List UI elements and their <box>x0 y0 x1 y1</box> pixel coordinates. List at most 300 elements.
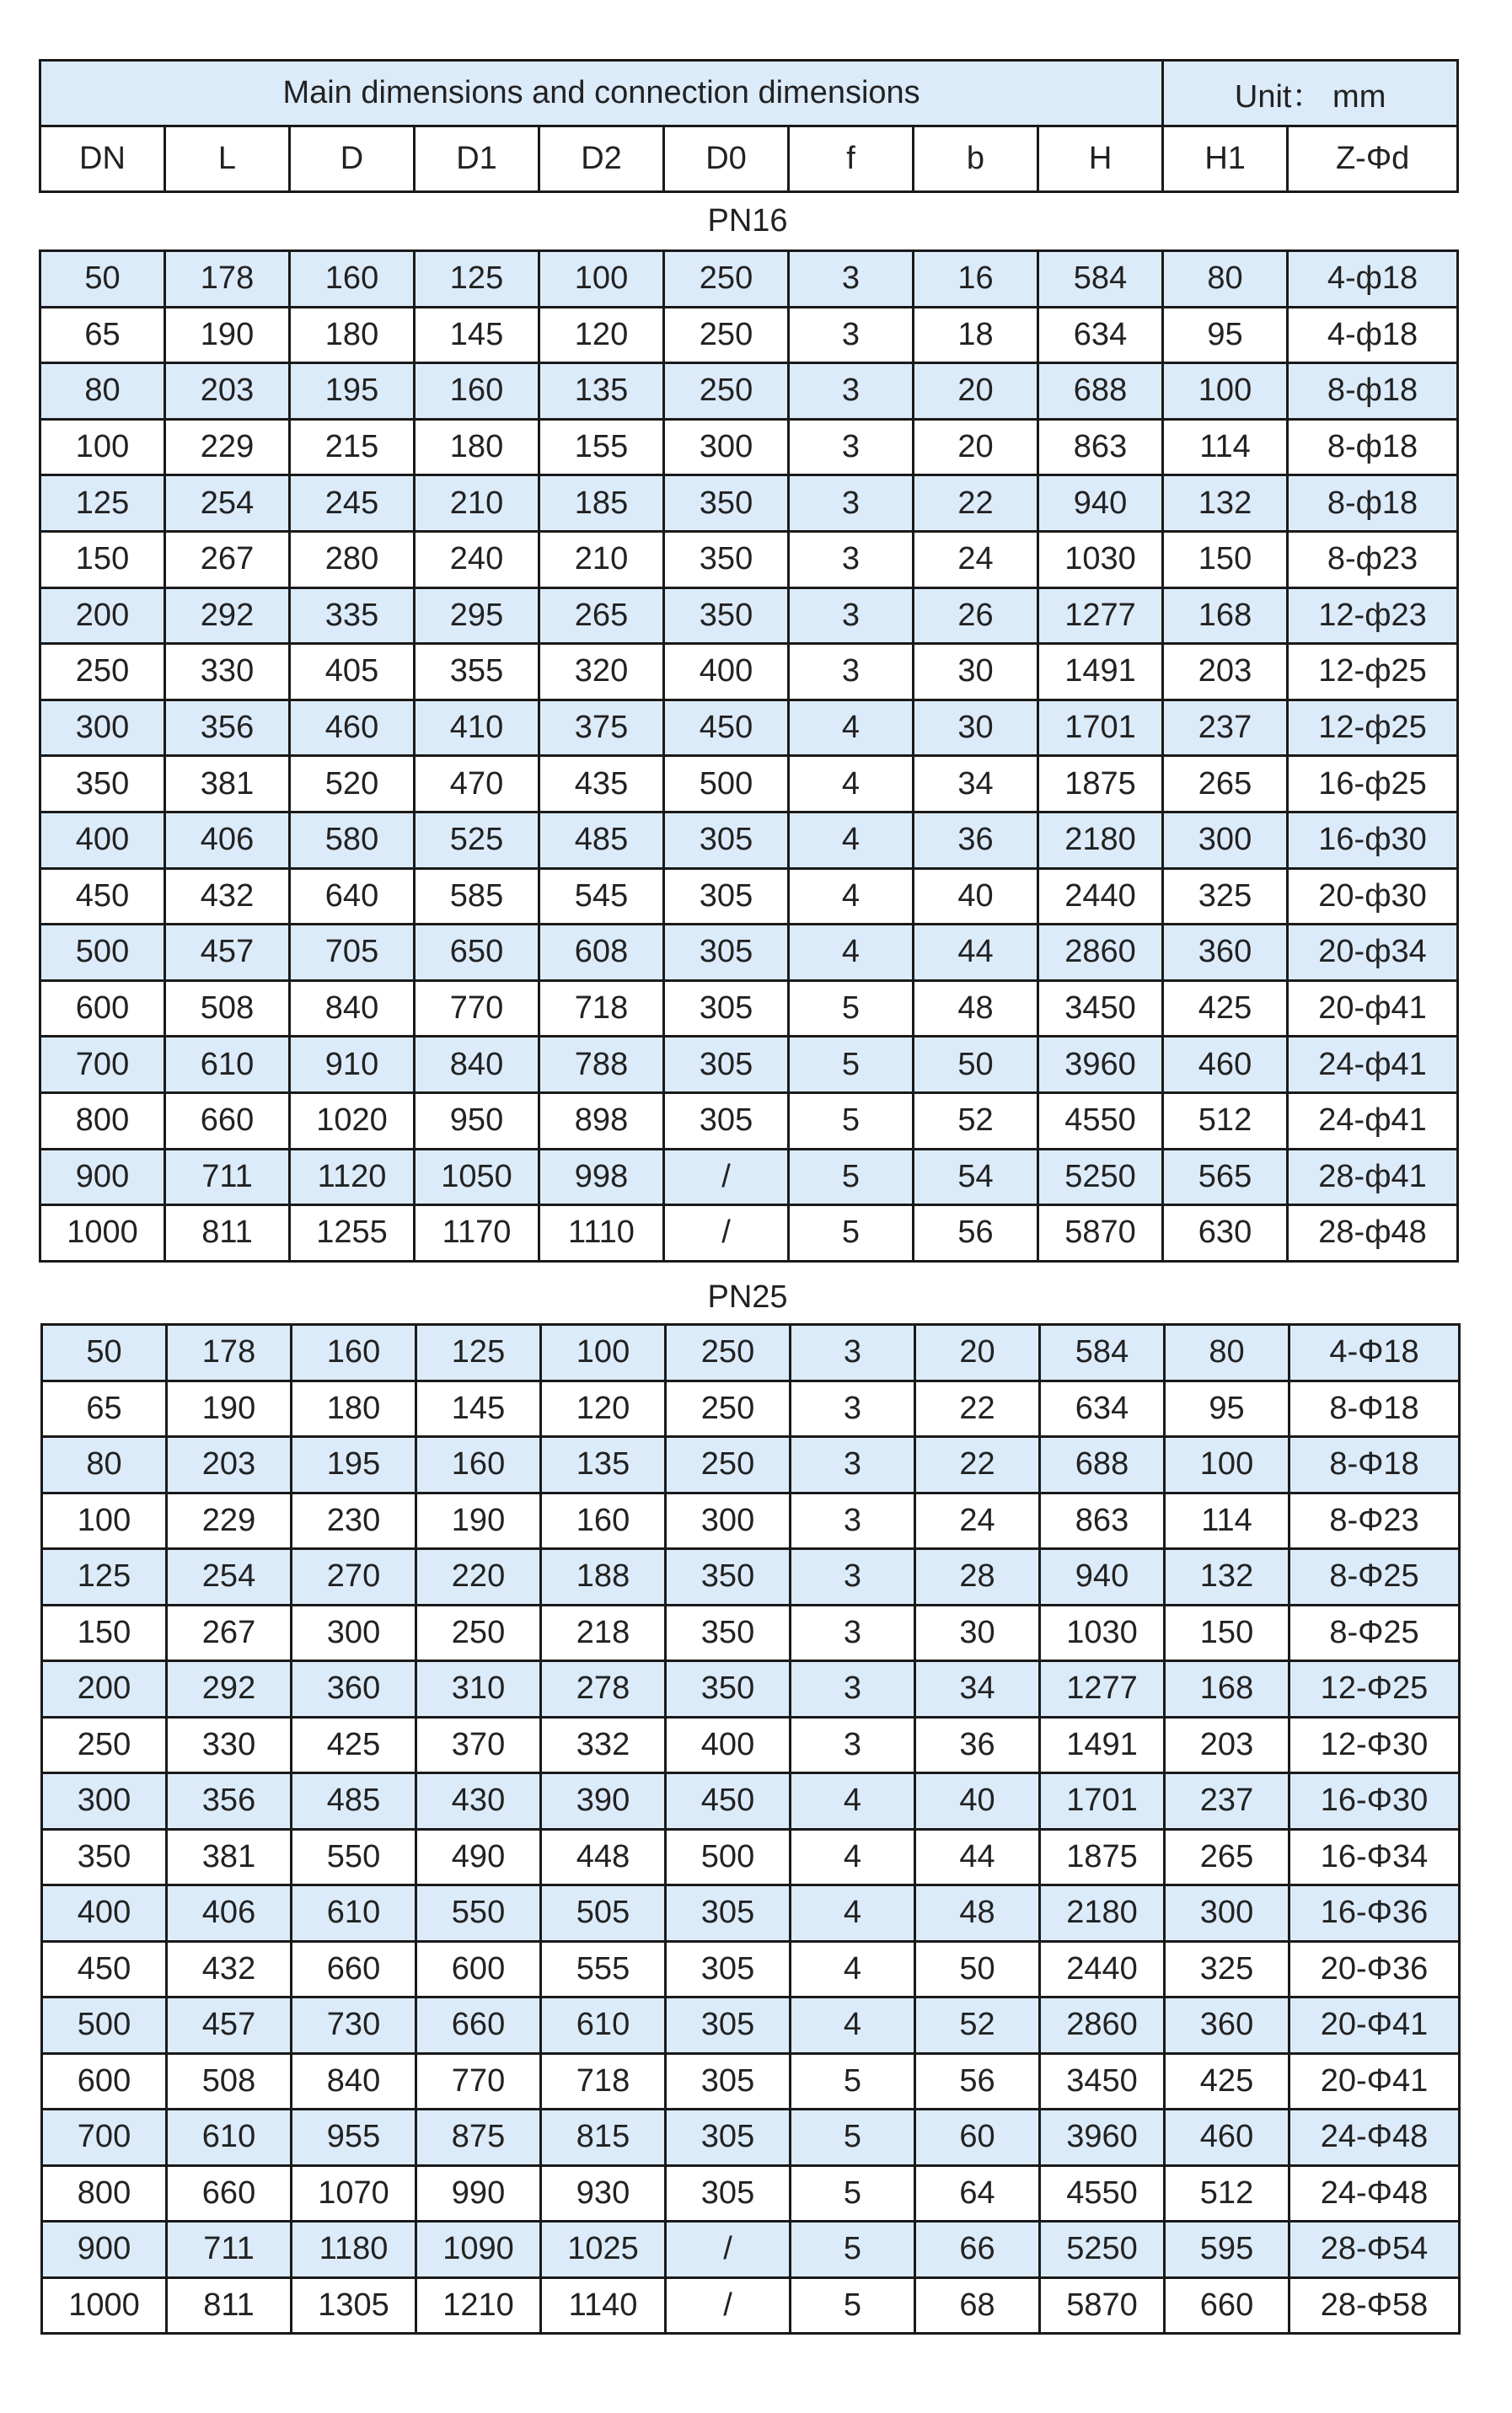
cell-h: 688 <box>1038 363 1163 420</box>
cell-h: 5870 <box>1038 1205 1163 1262</box>
cell-h1: 265 <box>1165 1829 1289 1885</box>
cell-d2: 448 <box>541 1829 666 1885</box>
cell-d1: 1090 <box>416 2222 541 2278</box>
cell-h: 3450 <box>1040 2053 1165 2110</box>
cell-d2: 930 <box>541 2165 666 2222</box>
cell-l: 190 <box>165 307 290 363</box>
table-row <box>40 925 1458 981</box>
column-header-row <box>40 126 1458 192</box>
cell-h1: 100 <box>1163 363 1288 420</box>
cell-f: 4 <box>789 756 914 812</box>
cell-b: 28 <box>915 1549 1040 1606</box>
cell-z-phi-d: 8-ф18 <box>1288 419 1458 475</box>
cell-d2: 375 <box>539 700 664 756</box>
cell-h1: 80 <box>1165 1325 1289 1381</box>
table-row <box>42 1437 1460 1493</box>
cell-d0: 350 <box>666 1605 791 1661</box>
table-row <box>40 1149 1458 1205</box>
cell-b: 36 <box>914 812 1038 868</box>
cell-dn: 900 <box>42 2222 167 2278</box>
cell-d0: 450 <box>666 1773 791 1830</box>
pn16-table <box>39 249 1459 1263</box>
cell-d1: 525 <box>415 812 539 868</box>
cell-f: 5 <box>791 2165 915 2222</box>
cell-d0: / <box>664 1205 789 1262</box>
cell-h: 1701 <box>1040 1773 1165 1830</box>
cell-d2: 1140 <box>541 2277 666 2334</box>
cell-d1: 125 <box>415 251 539 308</box>
cell-b: 30 <box>914 700 1038 756</box>
cell-l: 457 <box>165 925 290 981</box>
cell-f: 3 <box>789 644 914 700</box>
cell-dn: 200 <box>40 587 165 644</box>
cell-d: 955 <box>292 2110 416 2166</box>
cell-h1: 237 <box>1163 700 1288 756</box>
cell-dn: 350 <box>42 1829 167 1885</box>
cell-h1: 595 <box>1165 2222 1289 2278</box>
cell-b: 40 <box>914 868 1038 925</box>
cell-d0: 250 <box>664 251 789 308</box>
table-row <box>40 700 1458 756</box>
cell-f: 3 <box>791 1661 915 1718</box>
cell-l: 178 <box>165 251 290 308</box>
cell-h: 1491 <box>1038 644 1163 700</box>
cell-d0: 250 <box>666 1437 791 1493</box>
cell-f: 3 <box>791 1381 915 1437</box>
cell-d2: 1110 <box>539 1205 664 1262</box>
table-row <box>40 475 1458 532</box>
cell-b: 68 <box>915 2277 1040 2334</box>
cell-l: 178 <box>167 1325 292 1381</box>
cell-b: 20 <box>914 419 1038 475</box>
cell-h1: 150 <box>1163 531 1288 587</box>
cell-z-phi-d: 4-ф18 <box>1288 307 1458 363</box>
cell-l: 190 <box>167 1381 292 1437</box>
cell-b: 16 <box>914 251 1038 308</box>
cell-dn: 150 <box>42 1605 167 1661</box>
cell-d2: 320 <box>539 644 664 700</box>
cell-d: 550 <box>292 1829 416 1885</box>
cell-h1: 100 <box>1165 1437 1289 1493</box>
cell-d1: 220 <box>416 1549 541 1606</box>
cell-d: 270 <box>292 1549 416 1606</box>
cell-d: 180 <box>292 1381 416 1437</box>
cell-l: 267 <box>167 1605 292 1661</box>
cell-h1: 630 <box>1163 1205 1288 1262</box>
cell-z-phi-d: 24-ф41 <box>1288 1092 1458 1149</box>
cell-d1: 840 <box>415 1037 539 1093</box>
cell-h1: 460 <box>1165 2110 1289 2166</box>
cell-z-phi-d: 12-Φ30 <box>1289 1717 1460 1773</box>
cell-d0: / <box>666 2222 791 2278</box>
cell-z-phi-d: 16-Φ34 <box>1289 1829 1460 1885</box>
cell-d2: 555 <box>541 1941 666 1997</box>
cell-b: 50 <box>914 1037 1038 1093</box>
cell-h1: 425 <box>1163 980 1288 1037</box>
table-row <box>40 756 1458 812</box>
cell-b: 56 <box>914 1205 1038 1262</box>
cell-d: 1180 <box>292 2222 416 2278</box>
cell-b: 54 <box>914 1149 1038 1205</box>
cell-z-phi-d: 8-Φ18 <box>1289 1381 1460 1437</box>
cell-f: 3 <box>789 251 914 308</box>
cell-d1: 310 <box>416 1661 541 1718</box>
cell-d: 730 <box>292 1997 416 2054</box>
table-row <box>40 644 1458 700</box>
cell-b: 48 <box>914 980 1038 1037</box>
cell-d2: 100 <box>539 251 664 308</box>
cell-d1: 240 <box>415 531 539 587</box>
cell-d: 640 <box>290 868 415 925</box>
cell-h1: 300 <box>1165 1885 1289 1942</box>
cell-d2: 610 <box>541 1997 666 2054</box>
cell-d1: 1210 <box>416 2277 541 2334</box>
cell-h: 863 <box>1038 419 1163 475</box>
table-row <box>42 1717 1460 1773</box>
cell-dn: 125 <box>42 1549 167 1606</box>
cell-f: 3 <box>789 587 914 644</box>
cell-dn: 400 <box>40 812 165 868</box>
table-row <box>42 1997 1460 2054</box>
cell-dn: 500 <box>40 925 165 981</box>
cell-f: 3 <box>791 1437 915 1493</box>
cell-d1: 250 <box>416 1605 541 1661</box>
cell-d0: 350 <box>664 587 789 644</box>
column-header-f: f <box>789 126 914 192</box>
cell-b: 22 <box>915 1381 1040 1437</box>
cell-d2: 1025 <box>541 2222 666 2278</box>
cell-h: 940 <box>1040 1549 1165 1606</box>
cell-h: 2440 <box>1038 868 1163 925</box>
cell-d: 215 <box>290 419 415 475</box>
column-header-d: D <box>290 126 415 192</box>
cell-d0: 250 <box>666 1325 791 1381</box>
cell-h: 3960 <box>1040 2110 1165 2166</box>
cell-d1: 875 <box>416 2110 541 2166</box>
cell-f: 5 <box>791 2222 915 2278</box>
cell-d1: 160 <box>416 1437 541 1493</box>
cell-h1: 425 <box>1165 2053 1289 2110</box>
cell-d1: 190 <box>416 1493 541 1549</box>
cell-f: 3 <box>791 1605 915 1661</box>
cell-d: 300 <box>292 1605 416 1661</box>
cell-d: 1305 <box>292 2277 416 2334</box>
cell-dn: 80 <box>40 363 165 420</box>
cell-z-phi-d: 8-Φ25 <box>1289 1549 1460 1606</box>
cell-z-phi-d: 12-ф25 <box>1288 700 1458 756</box>
cell-d2: 608 <box>539 925 664 981</box>
cell-d: 360 <box>292 1661 416 1718</box>
cell-h1: 168 <box>1165 1661 1289 1718</box>
cell-d1: 145 <box>415 307 539 363</box>
cell-z-phi-d: 20-Φ36 <box>1289 1941 1460 1997</box>
cell-d2: 218 <box>541 1605 666 1661</box>
cell-z-phi-d: 28-ф41 <box>1288 1149 1458 1205</box>
table-row <box>40 363 1458 420</box>
cell-h: 3450 <box>1038 980 1163 1037</box>
cell-l: 711 <box>165 1149 290 1205</box>
cell-z-phi-d: 20-ф30 <box>1288 868 1458 925</box>
table-row <box>42 1605 1460 1661</box>
cell-b: 24 <box>914 531 1038 587</box>
cell-d0: 305 <box>664 1092 789 1149</box>
cell-h1: 460 <box>1163 1037 1288 1093</box>
cell-l: 203 <box>167 1437 292 1493</box>
cell-h1: 325 <box>1163 868 1288 925</box>
cell-l: 508 <box>165 980 290 1037</box>
cell-d2: 210 <box>539 531 664 587</box>
cell-f: 3 <box>789 419 914 475</box>
cell-d2: 155 <box>539 419 664 475</box>
cell-d1: 770 <box>415 980 539 1037</box>
cell-l: 254 <box>165 475 290 532</box>
cell-h: 2860 <box>1040 1997 1165 2054</box>
cell-z-phi-d: 16-Φ30 <box>1289 1773 1460 1830</box>
cell-l: 432 <box>167 1941 292 1997</box>
cell-f: 4 <box>791 1941 915 1997</box>
cell-d0: 250 <box>664 307 789 363</box>
cell-z-phi-d: 28-Φ58 <box>1289 2277 1460 2334</box>
cell-d: 425 <box>292 1717 416 1773</box>
cell-f: 3 <box>791 1549 915 1606</box>
cell-z-phi-d: 8-Φ18 <box>1289 1437 1460 1493</box>
cell-h1: 150 <box>1165 1605 1289 1661</box>
column-header-d0: D0 <box>664 126 789 192</box>
cell-dn: 100 <box>40 419 165 475</box>
cell-d0: 250 <box>664 363 789 420</box>
cell-b: 30 <box>915 1605 1040 1661</box>
table-row <box>42 2110 1460 2166</box>
cell-d2: 815 <box>541 2110 666 2166</box>
cell-d2: 505 <box>541 1885 666 1942</box>
cell-b: 66 <box>915 2222 1040 2278</box>
cell-d0: 450 <box>664 700 789 756</box>
cell-l: 356 <box>165 700 290 756</box>
cell-f: 4 <box>789 700 914 756</box>
table-row <box>42 1381 1460 1437</box>
cell-f: 4 <box>791 1829 915 1885</box>
cell-d0: 305 <box>666 1941 791 1997</box>
cell-d: 910 <box>290 1037 415 1093</box>
cell-h: 4550 <box>1040 2165 1165 2222</box>
cell-d: 160 <box>292 1325 416 1381</box>
cell-h: 1277 <box>1038 587 1163 644</box>
table-row <box>42 2222 1460 2278</box>
cell-b: 30 <box>914 644 1038 700</box>
cell-d0: 305 <box>666 1885 791 1942</box>
cell-d1: 660 <box>416 1997 541 2054</box>
cell-d1: 160 <box>415 363 539 420</box>
cell-dn: 600 <box>40 980 165 1037</box>
cell-l: 660 <box>167 2165 292 2222</box>
cell-d0: 305 <box>666 2110 791 2166</box>
table-row <box>42 2165 1460 2222</box>
cell-h1: 203 <box>1165 1717 1289 1773</box>
cell-h: 1875 <box>1040 1829 1165 1885</box>
cell-z-phi-d: 12-ф23 <box>1288 587 1458 644</box>
cell-h1: 325 <box>1165 1941 1289 1997</box>
cell-d: 280 <box>290 531 415 587</box>
table-row <box>40 587 1458 644</box>
cell-z-phi-d: 8-Φ23 <box>1289 1493 1460 1549</box>
cell-z-phi-d: 4-Φ18 <box>1289 1325 1460 1381</box>
cell-d2: 898 <box>539 1092 664 1149</box>
cell-b: 20 <box>915 1325 1040 1381</box>
cell-b: 26 <box>914 587 1038 644</box>
cell-b: 60 <box>915 2110 1040 2166</box>
cell-d0: 350 <box>664 475 789 532</box>
cell-l: 508 <box>167 2053 292 2110</box>
cell-z-phi-d: 16-Φ36 <box>1289 1885 1460 1942</box>
cell-d2: 160 <box>541 1493 666 1549</box>
cell-f: 5 <box>789 1092 914 1149</box>
cell-d: 705 <box>290 925 415 981</box>
cell-h: 2440 <box>1040 1941 1165 1997</box>
cell-h: 688 <box>1040 1437 1165 1493</box>
cell-d0: 300 <box>666 1493 791 1549</box>
cell-h: 1030 <box>1038 531 1163 587</box>
cell-d: 405 <box>290 644 415 700</box>
cell-d0: 305 <box>666 2165 791 2222</box>
cell-l: 432 <box>165 868 290 925</box>
cell-d1: 585 <box>415 868 539 925</box>
cell-l: 406 <box>167 1885 292 1942</box>
cell-d: 1255 <box>290 1205 415 1262</box>
cell-h: 5870 <box>1040 2277 1165 2334</box>
cell-d2: 485 <box>539 812 664 868</box>
cell-b: 18 <box>914 307 1038 363</box>
cell-h: 1030 <box>1040 1605 1165 1661</box>
cell-d1: 550 <box>416 1885 541 1942</box>
cell-dn: 200 <box>42 1661 167 1718</box>
cell-d2: 788 <box>539 1037 664 1093</box>
cell-b: 20 <box>914 363 1038 420</box>
cell-d: 335 <box>290 587 415 644</box>
cell-b: 50 <box>915 1941 1040 1997</box>
cell-z-phi-d: 12-ф25 <box>1288 644 1458 700</box>
column-header-h: H <box>1038 126 1163 192</box>
cell-f: 5 <box>789 1149 914 1205</box>
cell-l: 811 <box>167 2277 292 2334</box>
cell-d: 1120 <box>290 1149 415 1205</box>
cell-h: 1875 <box>1038 756 1163 812</box>
cell-dn: 700 <box>40 1037 165 1093</box>
cell-h1: 660 <box>1165 2277 1289 2334</box>
cell-b: 64 <box>915 2165 1040 2222</box>
cell-d0: 250 <box>666 1381 791 1437</box>
cell-dn: 800 <box>42 2165 167 2222</box>
cell-d2: 188 <box>541 1549 666 1606</box>
table-row <box>42 2277 1460 2334</box>
cell-z-phi-d: 20-Φ41 <box>1289 1997 1460 2054</box>
cell-d1: 370 <box>416 1717 541 1773</box>
cell-dn: 600 <box>42 2053 167 2110</box>
table-row <box>42 1941 1460 1997</box>
cell-b: 52 <box>914 1092 1038 1149</box>
cell-f: 5 <box>791 2053 915 2110</box>
cell-z-phi-d: 24-Φ48 <box>1289 2110 1460 2166</box>
cell-dn: 300 <box>40 700 165 756</box>
table-row <box>42 1493 1460 1549</box>
cell-l: 811 <box>165 1205 290 1262</box>
table-row <box>40 868 1458 925</box>
cell-l: 203 <box>165 363 290 420</box>
cell-h: 1277 <box>1040 1661 1165 1718</box>
cell-f: 5 <box>791 2110 915 2166</box>
cell-h1: 80 <box>1163 251 1288 308</box>
cell-l: 457 <box>167 1997 292 2054</box>
cell-d: 485 <box>292 1773 416 1830</box>
cell-d1: 1170 <box>415 1205 539 1262</box>
table-row <box>42 1325 1460 1381</box>
cell-d1: 430 <box>416 1773 541 1830</box>
cell-d0: 400 <box>666 1717 791 1773</box>
cell-dn: 50 <box>40 251 165 308</box>
cell-f: 3 <box>791 1493 915 1549</box>
table-row <box>42 1829 1460 1885</box>
cell-d0: / <box>664 1149 789 1205</box>
cell-d: 195 <box>292 1437 416 1493</box>
cell-h: 863 <box>1040 1493 1165 1549</box>
table-row <box>42 1773 1460 1830</box>
cell-f: 3 <box>791 1717 915 1773</box>
cell-dn: 800 <box>40 1092 165 1149</box>
cell-h: 584 <box>1040 1325 1165 1381</box>
cell-b: 56 <box>915 2053 1040 2110</box>
cell-b: 34 <box>915 1661 1040 1718</box>
cell-f: 3 <box>789 475 914 532</box>
cell-dn: 250 <box>42 1717 167 1773</box>
cell-d2: 545 <box>539 868 664 925</box>
cell-d: 230 <box>292 1493 416 1549</box>
cell-h: 940 <box>1038 475 1163 532</box>
pn25-table <box>40 1323 1461 2335</box>
cell-f: 3 <box>791 1325 915 1381</box>
cell-d0: 400 <box>664 644 789 700</box>
cell-dn: 50 <box>42 1325 167 1381</box>
cell-h1: 132 <box>1163 475 1288 532</box>
cell-h1: 95 <box>1163 307 1288 363</box>
cell-d: 840 <box>290 980 415 1037</box>
cell-d1: 145 <box>416 1381 541 1437</box>
cell-h: 2180 <box>1038 812 1163 868</box>
cell-h: 634 <box>1040 1381 1165 1437</box>
section-label-pn25: PN25 <box>707 1279 788 1315</box>
cell-f: 3 <box>789 307 914 363</box>
table-row <box>42 2053 1460 2110</box>
cell-d2: 998 <box>539 1149 664 1205</box>
cell-b: 36 <box>915 1717 1040 1773</box>
cell-z-phi-d: 28-Φ54 <box>1289 2222 1460 2278</box>
cell-l: 356 <box>167 1773 292 1830</box>
cell-d: 580 <box>290 812 415 868</box>
cell-dn: 500 <box>42 1997 167 2054</box>
cell-d1: 1050 <box>415 1149 539 1205</box>
cell-z-phi-d: 8-ф18 <box>1288 475 1458 532</box>
cell-l: 254 <box>167 1549 292 1606</box>
cell-z-phi-d: 24-Φ48 <box>1289 2165 1460 2222</box>
cell-d2: 265 <box>539 587 664 644</box>
cell-d0: 305 <box>666 2053 791 2110</box>
cell-h1: 237 <box>1165 1773 1289 1830</box>
cell-dn: 350 <box>40 756 165 812</box>
column-header-z-phi-d: Z-Φd <box>1288 126 1458 192</box>
cell-l: 267 <box>165 531 290 587</box>
cell-b: 52 <box>915 1997 1040 2054</box>
cell-d1: 650 <box>415 925 539 981</box>
cell-f: 5 <box>789 980 914 1037</box>
cell-dn: 65 <box>42 1381 167 1437</box>
